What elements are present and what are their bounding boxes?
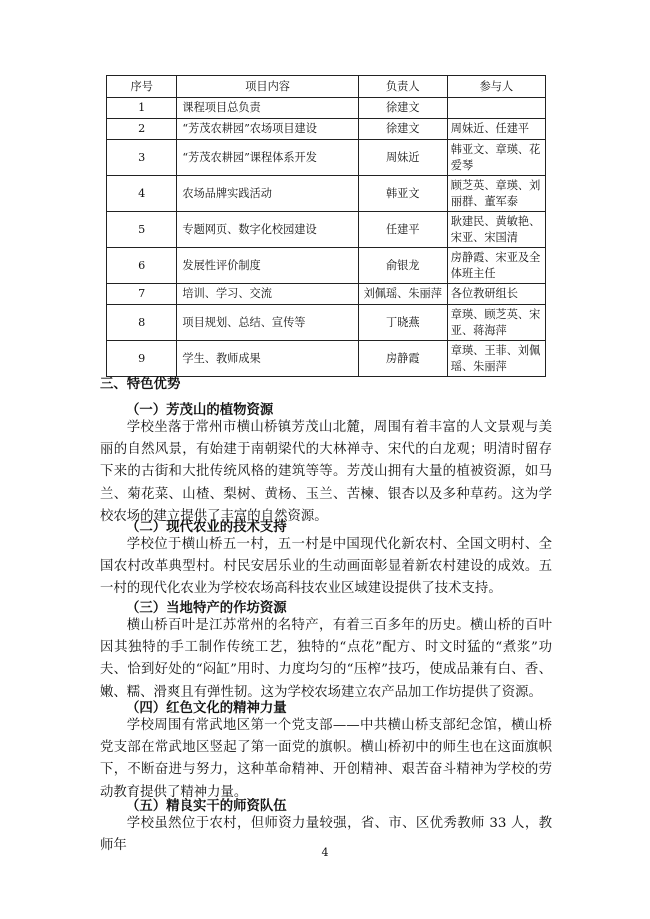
cell-no: 8: [107, 305, 177, 341]
cell-item: 培训、学习、交流: [177, 284, 358, 305]
cell-participants: 周妹近、任建平: [447, 119, 545, 140]
cell-participants: 顾芝英、章瑛、刘丽群、董军泰: [447, 176, 545, 212]
table-row: [107, 176, 546, 212]
table-row: [107, 284, 546, 305]
subsection-heading: （五）精良实干的师资队伍: [126, 799, 287, 814]
cell-participants: 耿建民、黄敏艳、宋亚、宋国清: [447, 212, 545, 248]
cell-no: 2: [107, 119, 177, 140]
cell-lead: 徐建文: [358, 119, 447, 140]
cell-item: “芳茂农耕园”农场项目建设: [177, 119, 358, 140]
table-row: [107, 341, 546, 377]
cell-item: 发展性评价制度: [177, 248, 358, 284]
cell-lead: 房静霞: [358, 341, 447, 377]
table-row: [107, 98, 546, 119]
page-number: 4: [321, 846, 329, 859]
cell-item: “芳茂农耕园”课程体系开发: [177, 140, 358, 176]
cell-lead: 俞银龙: [358, 248, 447, 284]
subsection-heading: （一）芳茂山的植物资源: [126, 403, 274, 418]
cell-participants: 章瑛、顾芝英、宋亚、蒋海萍: [447, 305, 545, 341]
cell-no: 6: [107, 248, 177, 284]
paragraph: 学校位于横山桥五一村，五一村是中国现代化新农村、全国文明村、全国农村改革典型村。村民安居乐业的生动画面彰显着新农村建设的成效。五一村的现代化农业为学校农场高科技农业区域建设提供了技术支持。: [100, 537, 552, 597]
cell-lead: 韩亚文: [358, 176, 447, 212]
cell-item: 农场品牌实践活动: [177, 176, 358, 212]
cell-no: 5: [107, 212, 177, 248]
paragraph: 学校周围有常武地区第一个党支部——中共横山桥支部纪念馆，横山桥党支部在常武地区竖起了第一面党的旗帜。横山桥初中的师生也在这面旗帜下，不断奋进与努力，这种革命精神、开创精神、艰苦奋斗精神为学校的劳动教育提供了精神力量。: [100, 718, 552, 800]
paragraph: 学校坐落于常州市横山桥镇芳茂山北麓，周围有着丰富的人文景观与美丽的自然风景，有始建于南朝梁代的大林禅寺、宋代的白龙观；明清时留存下来的古街和大批传统风格的建筑等等。芳茂山拥有大量的植被资源，如马兰、菊花菜、山楂、梨树、黄杨、玉兰、苦楝、银杏以及多种草药。这为学校农场的建立提供了丰富的自然资源。: [100, 420, 552, 524]
cell-item: 课程项目总负责: [177, 98, 358, 119]
table-header-row: [107, 76, 546, 98]
section-title: 三、特色优势: [100, 377, 181, 392]
cell-item: 项目规划、总结、宣传等: [177, 305, 358, 341]
cell-lead: 刘佩瑶、朱丽萍: [358, 284, 447, 305]
header-lead: 负责人: [358, 76, 447, 98]
cell-no: 1: [107, 98, 177, 119]
table-row: [107, 305, 546, 341]
header-participants: 参与人: [447, 76, 545, 98]
cell-no: 9: [107, 341, 177, 377]
cell-item: 学生、教师成果: [177, 341, 358, 377]
cell-no: 7: [107, 284, 177, 305]
table-row: [107, 248, 546, 284]
paragraph: 学校虽然位于农村，但师资力量较强，省、市、区优秀教师 33 人，教师年: [100, 816, 552, 854]
header-no: 序号: [107, 76, 177, 98]
cell-lead: 周妹近: [358, 140, 447, 176]
table-row: [107, 212, 546, 248]
cell-item: 专题网页、数字化校园建设: [177, 212, 358, 248]
cell-lead: 丁晓燕: [358, 305, 447, 341]
cell-participants: [447, 98, 545, 119]
cell-lead: 徐建文: [358, 98, 447, 119]
table-row: [107, 119, 546, 140]
cell-no: 3: [107, 140, 177, 176]
paragraph: 横山桥百叶是江苏常州的名特产，有着三百多年的历史。横山桥的百叶因其独特的手工制作传统工艺，独特的“点花”配方、时文时猛的“煮浆”功夫、恰到好处的“闷缸”用时、力度均匀的“压榨”技巧，使成品兼有白、香、嫩、糯、滑爽且有弹性韧。这为学校农场建立农产品加工作坊提供了资源。: [100, 618, 552, 700]
cell-participants: 房静霞、宋亚及全体班主任: [447, 248, 545, 284]
cell-lead: 任建平: [358, 212, 447, 248]
subsection-heading: （四）红色文化的精神力量: [126, 701, 287, 716]
project-responsibility-table: [106, 75, 546, 377]
header-item: 项目内容: [177, 76, 358, 98]
cell-participants: 韩亚文、章瑛、花爱琴: [447, 140, 545, 176]
subsection-heading: （三）当地特产的作坊资源: [126, 601, 287, 616]
cell-participants: 各位教研组长: [447, 284, 545, 305]
table-row: [107, 140, 546, 176]
subsection-heading: （二）现代农业的技术支持: [126, 520, 287, 535]
cell-participants: 章瑛、王菲、刘佩瑶、朱丽萍: [447, 341, 545, 377]
cell-no: 4: [107, 176, 177, 212]
